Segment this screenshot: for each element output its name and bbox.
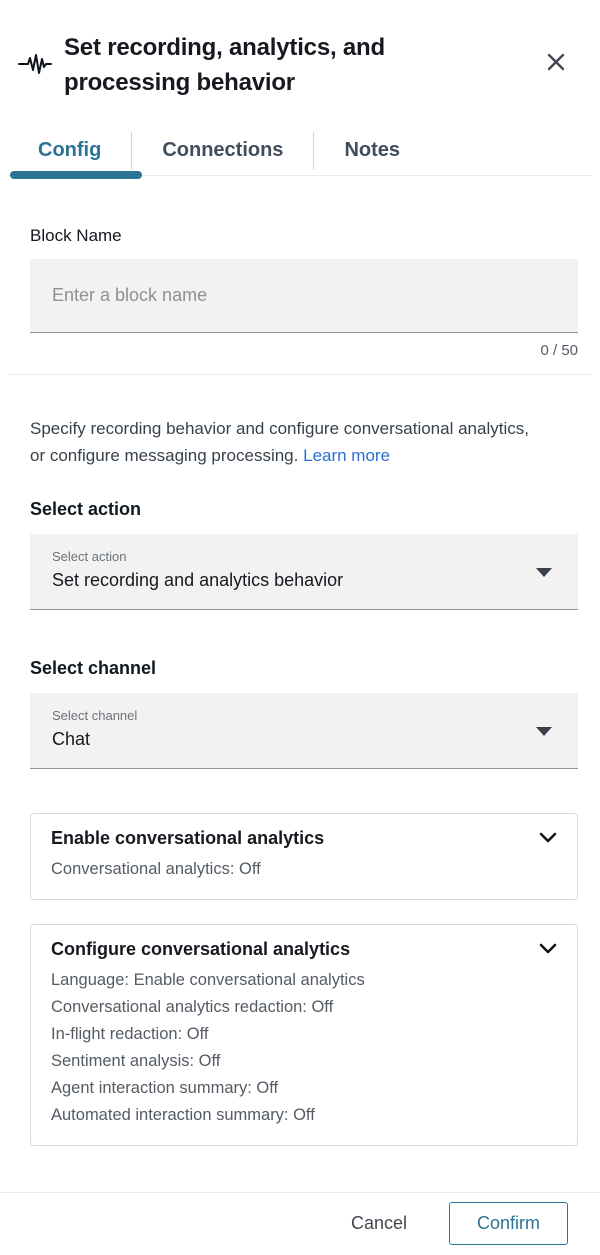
waveform-icon <box>18 30 64 79</box>
cancel-button[interactable]: Cancel <box>347 1205 411 1242</box>
block-description <box>30 415 532 469</box>
block-name-section <box>30 226 578 359</box>
action-select[interactable] <box>30 534 578 610</box>
char-counter: 0 / 50 <box>540 342 578 359</box>
description-text: Specify recording behavior and configure conversational analytics, or configure messaging processing. <box>30 419 529 465</box>
active-tab-indicator <box>10 171 142 179</box>
tab-bar <box>8 126 592 176</box>
section-configure-conversational-analytics <box>30 924 578 1146</box>
select-channel-heading: Select channel <box>30 658 157 678</box>
tab-config[interactable] <box>8 126 131 175</box>
block-name-input[interactable] <box>30 259 578 333</box>
channel-select-label: Select channel <box>52 708 138 723</box>
card-title: Enable conversational analytics <box>51 828 325 848</box>
caret-down-icon <box>536 727 552 736</box>
configure-analytics-toggle[interactable] <box>51 939 557 960</box>
config-tab-content <box>0 226 600 1146</box>
summary-line: In-flight redaction: Off <box>51 1025 209 1043</box>
close-button[interactable] <box>540 46 572 81</box>
tab-connections-label: Connections <box>162 139 284 161</box>
card-summary <box>51 967 557 1129</box>
channel-select-value: Chat <box>52 729 91 749</box>
section-enable-conversational-analytics <box>30 813 578 900</box>
tab-connections[interactable] <box>132 126 313 175</box>
tab-notes-label: Notes <box>344 139 401 161</box>
summary-line: Conversational analytics redaction: Off <box>51 998 334 1016</box>
chevron-down-icon <box>539 941 557 959</box>
close-icon <box>544 62 568 77</box>
caret-down-icon <box>536 568 552 577</box>
tab-notes[interactable] <box>314 126 430 175</box>
block-name-label: Block Name <box>30 226 122 245</box>
enable-analytics-toggle[interactable] <box>51 828 557 849</box>
learn-more-link[interactable]: Learn more <box>303 446 391 465</box>
summary-line: Sentiment analysis: Off <box>51 1052 221 1070</box>
page-title: Set recording, analytics, and processing behavior <box>64 34 385 96</box>
card-summary <box>51 856 557 883</box>
action-select-value: Set recording and analytics behavior <box>52 570 344 590</box>
confirm-button[interactable]: Confirm <box>449 1202 568 1245</box>
summary-line: Conversational analytics: Off <box>51 860 261 878</box>
summary-line: Automated interaction summary: Off <box>51 1106 315 1124</box>
chevron-down-icon <box>539 830 557 848</box>
panel-footer <box>0 1192 600 1255</box>
card-title: Configure conversational analytics <box>51 939 351 959</box>
summary-line: Agent interaction summary: Off <box>51 1079 279 1097</box>
select-action-heading: Select action <box>30 499 142 519</box>
tab-config-label: Config <box>38 139 102 161</box>
action-select-label: Select action <box>52 549 127 564</box>
panel-header <box>0 0 600 100</box>
summary-line: Language: Enable conversational analytics <box>51 971 365 989</box>
channel-select[interactable] <box>30 693 578 769</box>
section-divider <box>8 374 592 375</box>
